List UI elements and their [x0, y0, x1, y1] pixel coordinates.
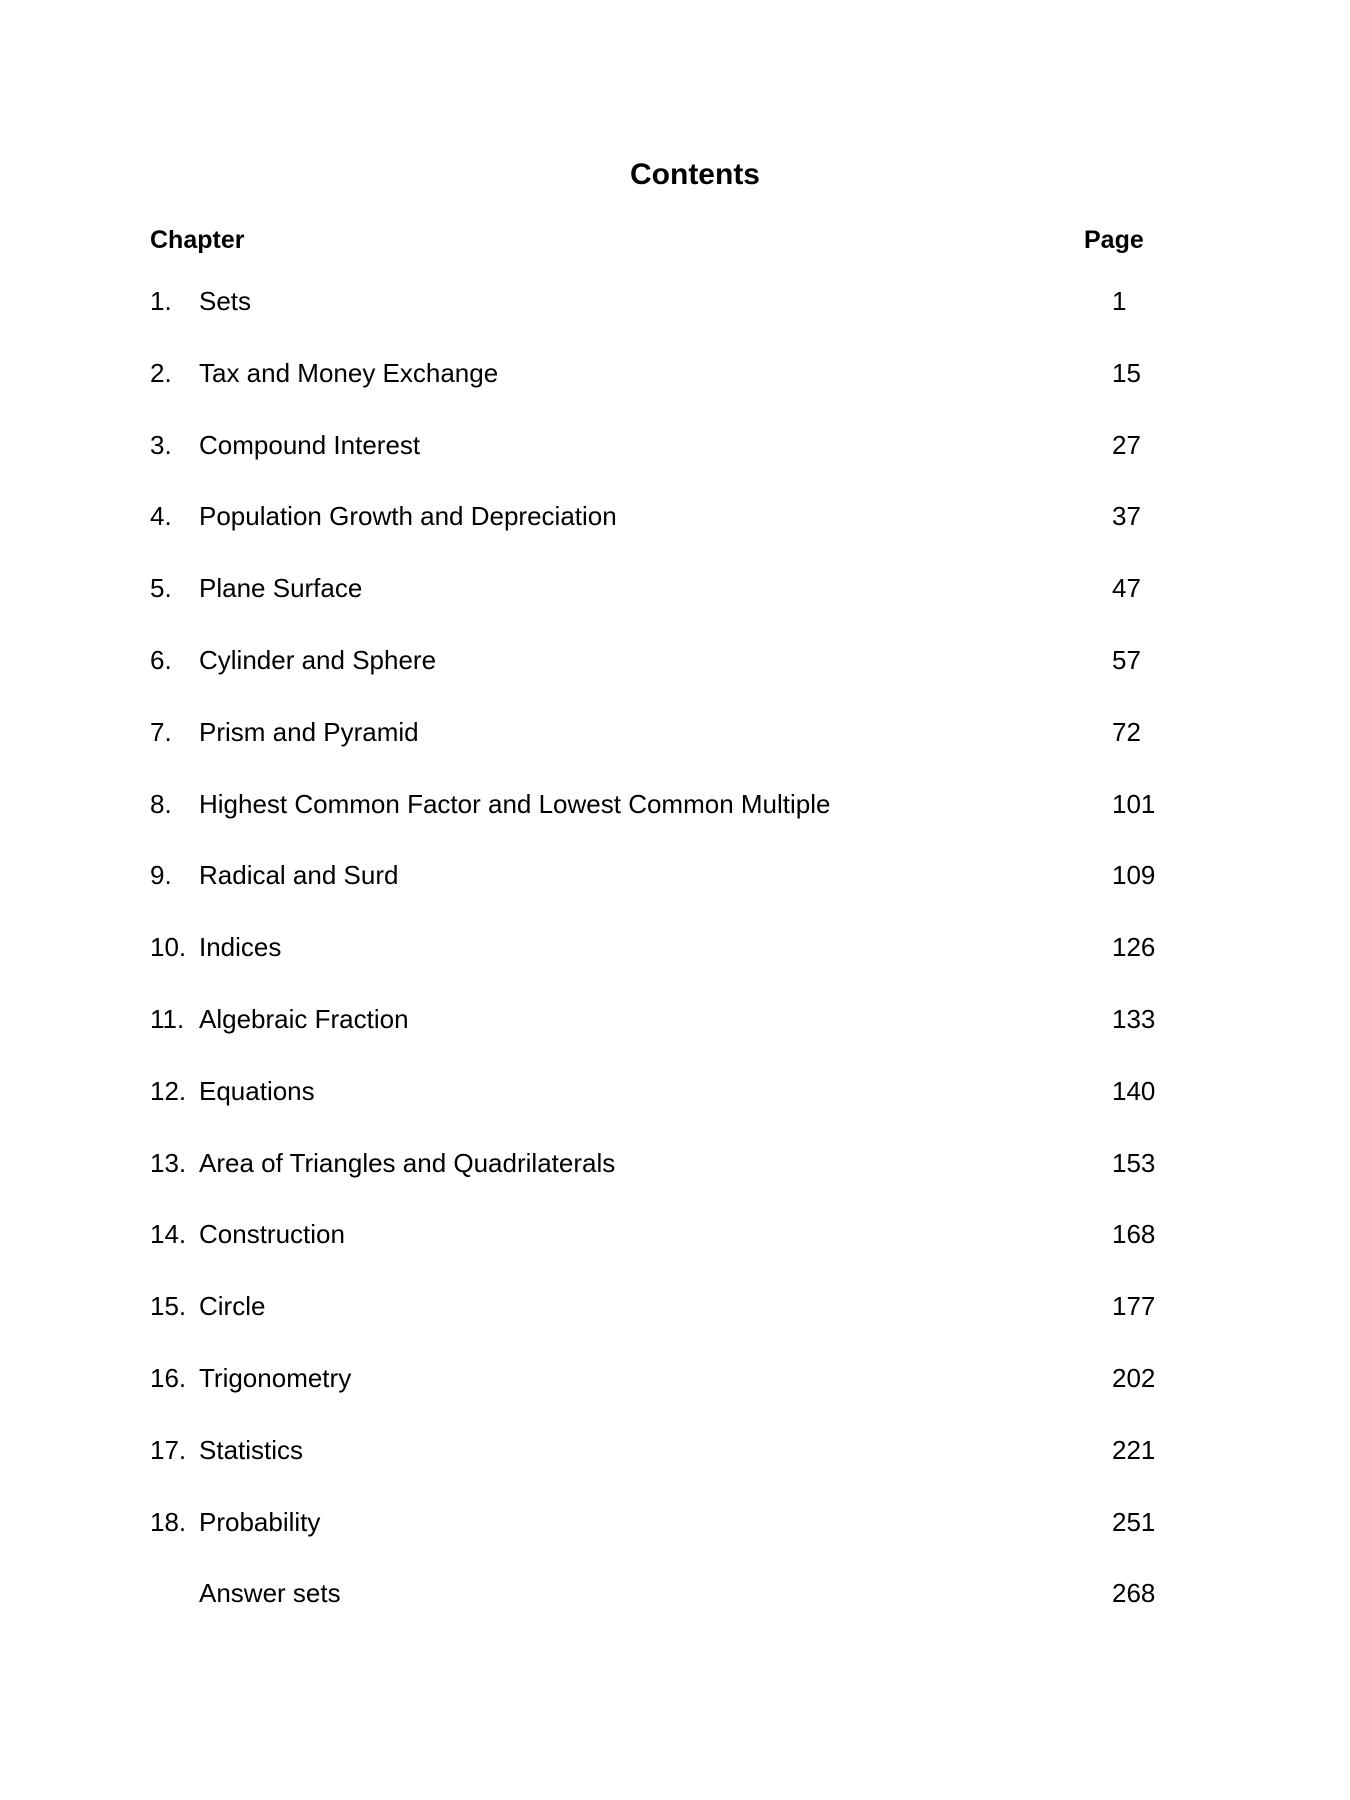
chapter-number: 9.	[150, 860, 172, 891]
page-number: 133	[1112, 1003, 1156, 1034]
chapter-title: Construction	[199, 1219, 345, 1250]
contents-entry[interactable]	[0, 1505, 1350, 1577]
contents-list	[0, 284, 1350, 1648]
contents-entry[interactable]	[0, 1217, 1350, 1289]
page-number: 57	[1112, 644, 1141, 675]
chapter-column-header: Chapter	[150, 226, 245, 254]
contents-entry[interactable]	[0, 1289, 1350, 1361]
contents-entry[interactable]	[0, 643, 1350, 715]
contents-entry[interactable]	[0, 715, 1350, 787]
chapter-number: 4.	[150, 501, 172, 532]
contents-entry[interactable]	[0, 571, 1350, 643]
chapter-title: Prism and Pyramid	[199, 716, 419, 747]
chapter-number: 16.	[150, 1362, 187, 1393]
page-number: 37	[1112, 501, 1141, 532]
chapter-number: 17.	[150, 1434, 187, 1465]
chapter-number: 8.	[150, 788, 172, 819]
contents-entry[interactable]	[0, 1433, 1350, 1505]
page-number: 15	[1112, 357, 1141, 388]
page-number: 268	[1112, 1578, 1156, 1609]
chapter-number: 13.	[150, 1147, 187, 1178]
contents-entry[interactable]	[0, 1361, 1350, 1433]
page-column-header: Page	[1084, 226, 1144, 254]
chapter-title: Cylinder and Sphere	[199, 644, 437, 675]
chapter-title: Probability	[199, 1506, 321, 1537]
page-number: 221	[1112, 1434, 1156, 1465]
chapter-title: Area of Triangles and Quadrilaterals	[199, 1147, 616, 1178]
page-number: 177	[1112, 1291, 1156, 1322]
chapter-number: 14.	[150, 1219, 187, 1250]
chapter-title: Tax and Money Exchange	[199, 357, 499, 388]
contents-entry[interactable]	[0, 1146, 1350, 1218]
contents-entry[interactable]	[0, 930, 1350, 1002]
contents-entry[interactable]	[0, 1074, 1350, 1146]
chapter-title: Compound Interest	[199, 429, 421, 460]
chapter-number: 2.	[150, 357, 172, 388]
page-number: 27	[1112, 429, 1141, 460]
chapter-number: 11.	[150, 1003, 185, 1034]
page-number: 47	[1112, 573, 1141, 604]
chapter-title: Indices	[199, 932, 282, 963]
page-number: 202	[1112, 1362, 1156, 1393]
page-number: 153	[1112, 1147, 1156, 1178]
page-number: 140	[1112, 1075, 1156, 1106]
chapter-title: Highest Common Factor and Lowest Common Multiple	[199, 788, 831, 819]
chapter-number: 3.	[150, 429, 172, 460]
chapter-number: 6.	[150, 644, 172, 675]
chapter-title: Circle	[199, 1291, 266, 1322]
page-number: 72	[1112, 716, 1141, 747]
chapter-title: Equations	[199, 1075, 315, 1106]
contents-entry[interactable]	[0, 499, 1350, 571]
page-number: 1	[1112, 286, 1127, 316]
page-title: Contents	[630, 158, 760, 191]
chapter-number: 18.	[150, 1506, 187, 1537]
page-number: 168	[1112, 1219, 1156, 1250]
chapter-title: Statistics	[199, 1434, 304, 1465]
contents-entry[interactable]	[0, 1002, 1350, 1074]
contents-entry[interactable]	[0, 787, 1350, 859]
contents-entry[interactable]	[0, 284, 1350, 356]
chapter-number: 1.	[150, 286, 172, 316]
contents-entry[interactable]	[0, 356, 1350, 428]
chapter-title: Answer sets	[199, 1578, 341, 1609]
chapter-title: Algebraic Fraction	[199, 1003, 409, 1034]
chapter-number: 5.	[150, 573, 172, 604]
chapter-number: 15.	[150, 1291, 187, 1322]
page-number: 109	[1112, 860, 1156, 891]
chapter-number: 7.	[150, 716, 172, 747]
contents-entry[interactable]	[0, 428, 1350, 500]
chapter-title: Sets	[199, 286, 252, 316]
chapter-number: 10.	[150, 932, 187, 963]
chapter-title: Plane Surface	[199, 573, 363, 604]
chapter-number: 12.	[150, 1075, 187, 1106]
chapter-title: Radical and Surd	[199, 860, 399, 891]
chapter-title: Population Growth and Depreciation	[199, 501, 617, 532]
chapter-title: Trigonometry	[199, 1362, 352, 1393]
contents-entry[interactable]	[0, 1576, 1350, 1648]
contents-entry[interactable]	[0, 858, 1350, 930]
page-number: 251	[1112, 1506, 1156, 1537]
page-number: 126	[1112, 932, 1156, 963]
page-number: 101	[1112, 788, 1156, 819]
